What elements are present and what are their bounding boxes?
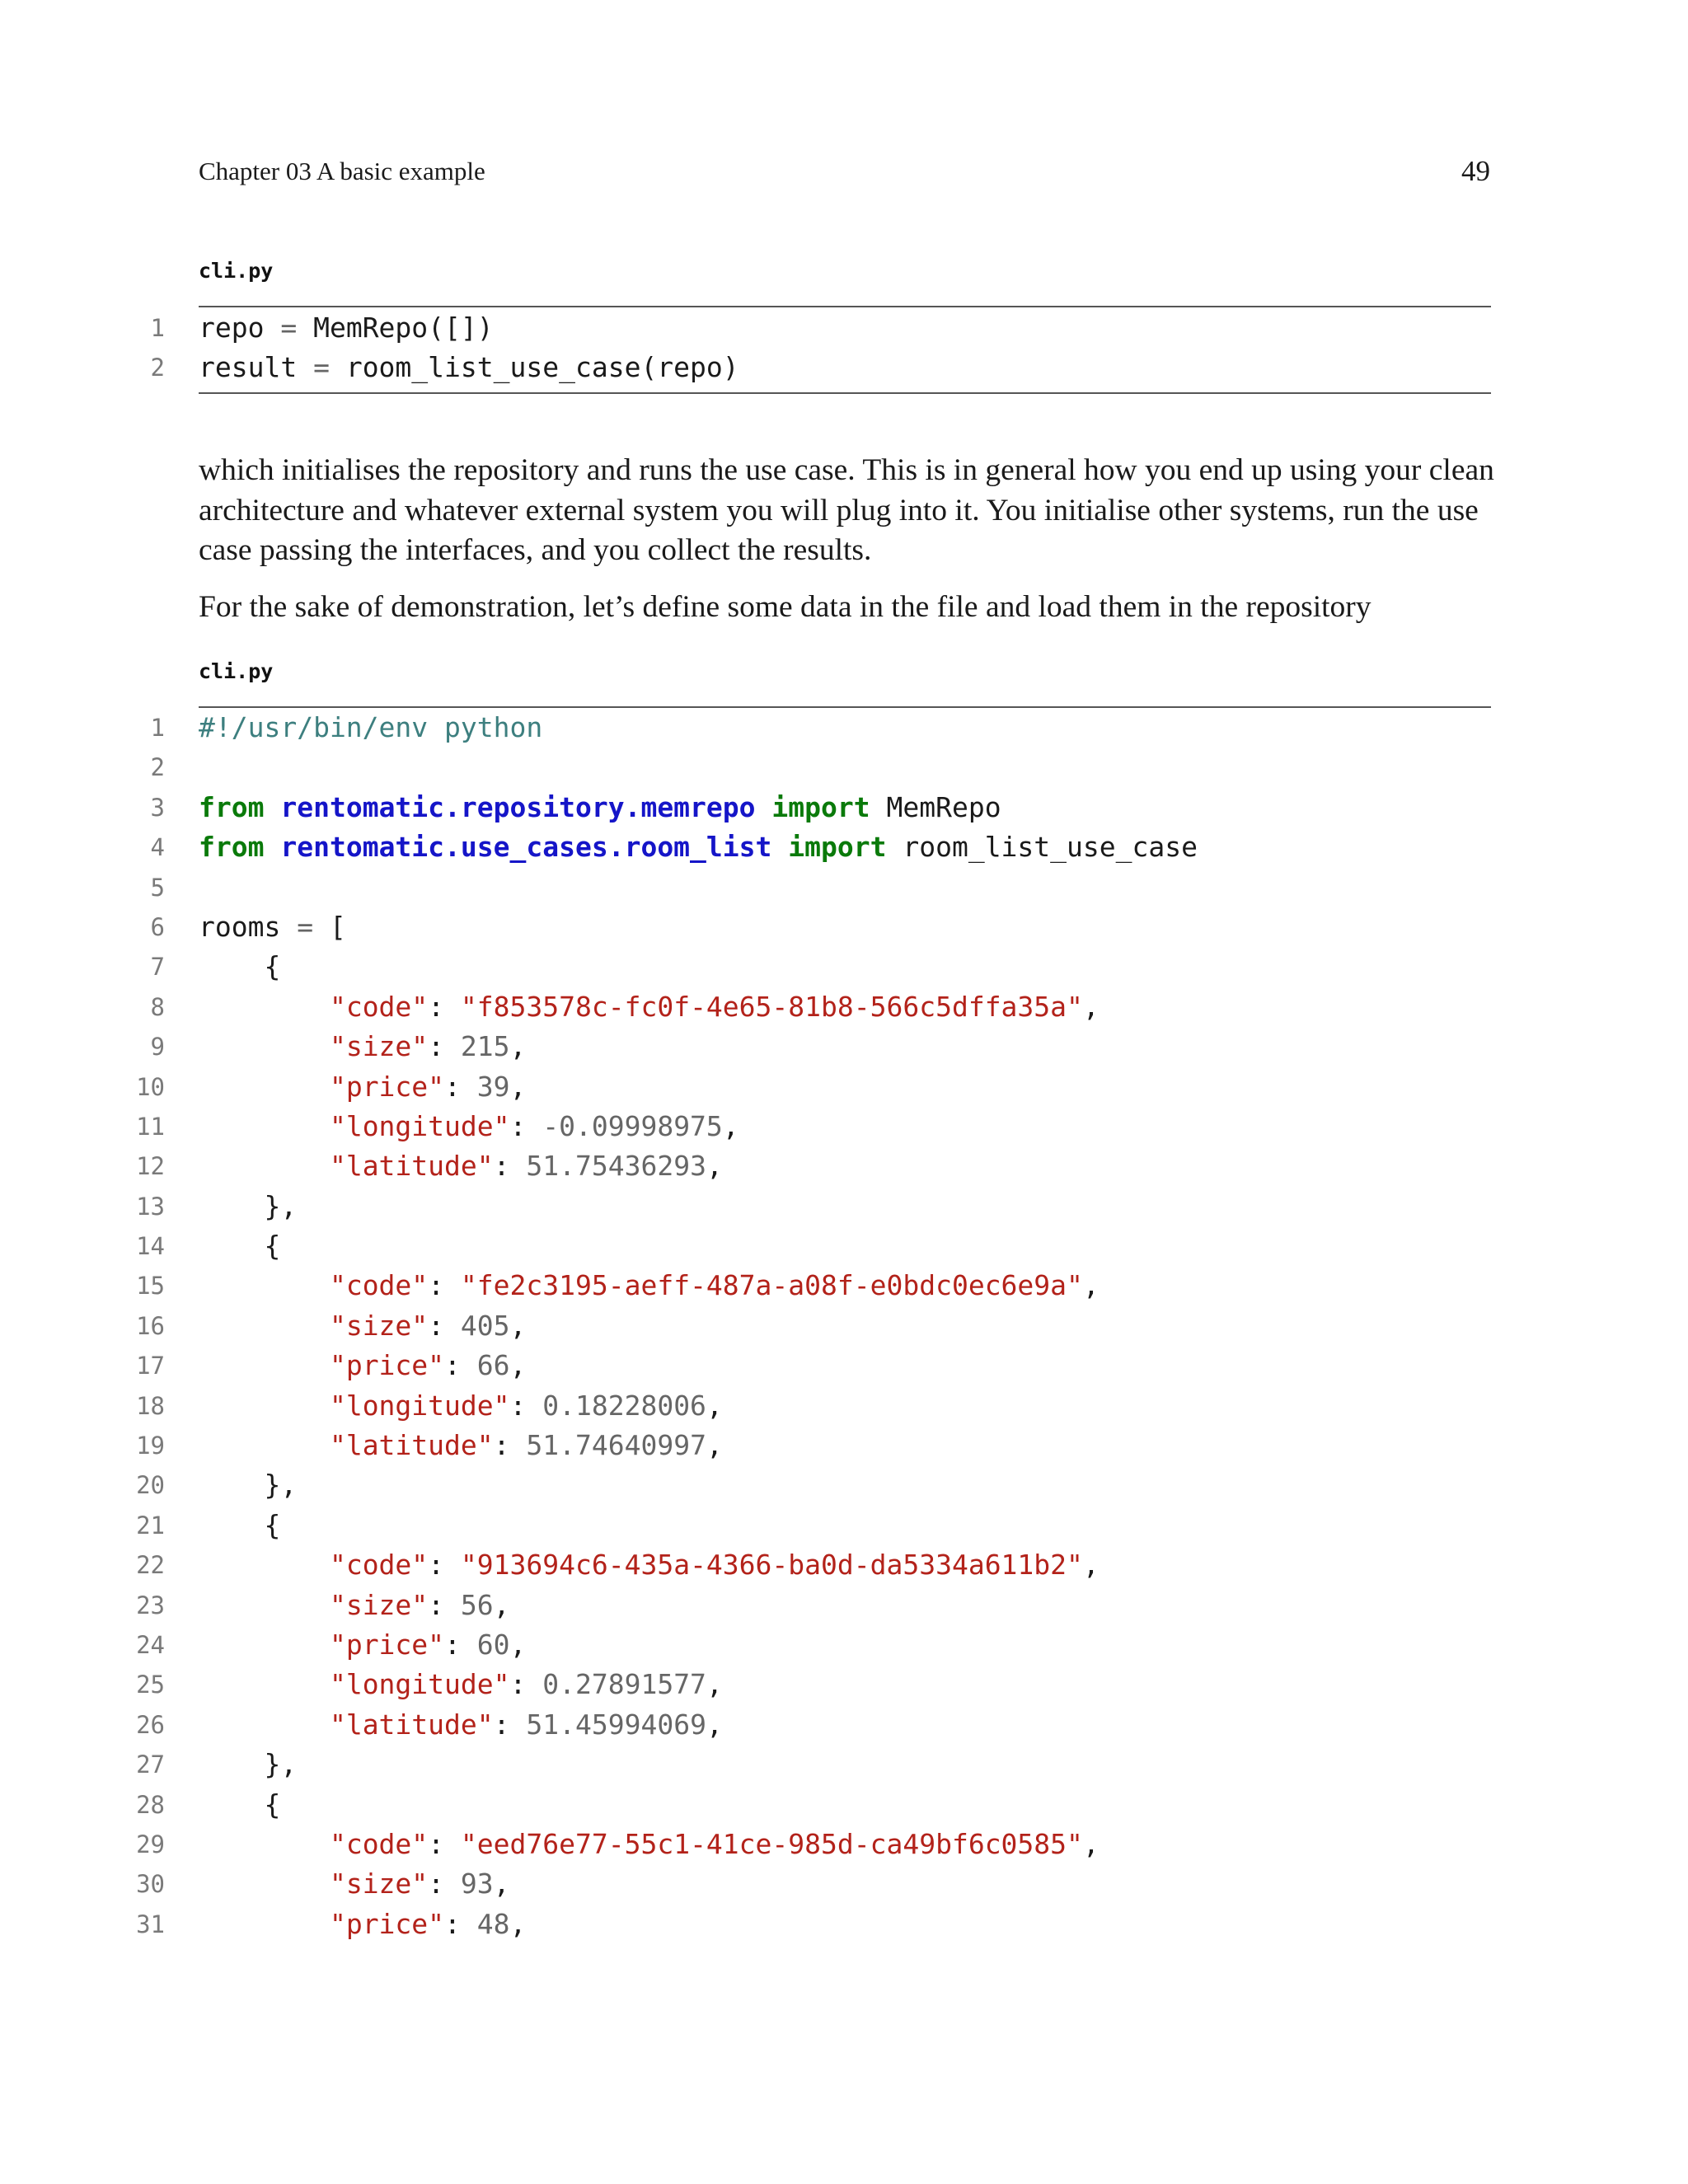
code-text [199,1586,510,1625]
code-line [0,1665,1492,1704]
code-token [199,1828,330,1860]
code-line [0,1386,1492,1426]
code-token [199,1269,330,1301]
code-token: , [1082,1549,1100,1582]
code-token: : [493,1708,527,1741]
code-token: { [199,1788,281,1821]
code-line [0,1187,1492,1226]
code-token: [ [313,910,346,943]
code-token [199,1150,330,1182]
code-line [0,1426,1492,1465]
line-number: 26 [136,1710,165,1739]
code-token [199,1629,330,1661]
code-token: : [444,1349,477,1382]
code-line [0,827,1492,867]
code-token: 93 [460,1868,494,1900]
code-token: import [788,831,887,864]
code-token: { [199,1230,281,1263]
paragraph-1: which initialises the repository and runs the use case. This is in general how you end up using your clean architecture and whatever external system you will plug into it. You initialise other systems, run the use case passing the interfaces, and you collect the results. [199,453,1494,567]
code-token: = [297,910,314,943]
code-text [199,1266,1100,1305]
code-token: 48 [476,1907,510,1940]
code-token: import [771,790,870,823]
code-text [199,987,1100,1027]
line-number: 2 [150,753,165,782]
code-token: 51.45994069 [526,1708,706,1741]
code-token: }, [199,1748,298,1781]
listing-1-bottom-rule [199,392,1491,394]
page-number: 49 [1461,155,1490,187]
code-token: 0.27891577 [542,1668,706,1701]
code-token: "code" [329,1827,429,1860]
code-line [0,907,1492,947]
line-number: 19 [136,1432,165,1460]
code-token: "code" [329,1269,429,1302]
code-line [0,1107,1492,1146]
line-number: 21 [136,1511,165,1540]
code-token: : [428,1588,461,1621]
code-token: "longitude" [329,1109,510,1142]
code-token: "913694c6-435a-4366-ba0d-da5334a611b2" [460,1549,1083,1582]
code-line [0,348,1492,387]
code-token: "f853578c-fc0f-4e65-81b8-566c5dffa35a" [460,990,1083,1023]
code-token: room_list_use_case [886,831,1198,864]
line-number: 20 [136,1471,165,1500]
code-token [199,1071,330,1103]
code-token: 215 [460,1030,510,1063]
code-token: "price" [329,1070,445,1103]
code-token: "latitude" [329,1150,494,1183]
code-token: : [509,1109,543,1142]
code-line [0,708,1492,748]
code-token: rooms [199,910,298,943]
code-token: : [444,1628,477,1661]
paragraph-2: For the sake of demonstration, let’s define some data in the file and load them in the repository [199,590,1372,624]
code-token: , [509,1628,527,1661]
code-token: 405 [460,1309,510,1342]
line-number: 10 [136,1072,165,1101]
code-token: , [706,1668,723,1701]
code-token: 0.18228006 [542,1389,706,1422]
listing-1-filename: cli.py [199,259,274,283]
line-number: 7 [150,953,165,982]
code-token [199,1310,330,1342]
code-token: : [428,1030,461,1063]
code-token: , [509,1030,527,1063]
code-line [0,1705,1492,1745]
code-token: , [1082,990,1100,1023]
line-number: 18 [136,1391,165,1420]
code-token: 51.74640997 [526,1429,706,1462]
code-text [199,947,280,987]
code-token: from [199,831,265,864]
code-line [0,308,1492,348]
code-token [771,831,788,863]
code-line [0,947,1492,987]
code-line [0,1625,1492,1665]
line-number: 16 [136,1311,165,1340]
code-token [199,1708,330,1741]
code-line [0,987,1492,1027]
code-token: }, [199,1189,298,1222]
code-token: , [509,1349,527,1382]
line-number: 23 [136,1591,165,1619]
code-token: from [199,790,265,823]
line-number: 17 [136,1352,165,1380]
line-number: 28 [136,1790,165,1819]
code-token: "latitude" [329,1708,494,1741]
line-number: 1 [150,714,165,742]
code-token: , [509,1070,527,1103]
code-token: , [509,1907,527,1940]
code-token: 66 [476,1349,510,1382]
line-number: 8 [150,992,165,1021]
code-text [199,1346,526,1385]
code-token: "fe2c3195-aeff-487a-a08f-e0bdc0ec6e9a" [460,1269,1083,1302]
code-token: 39 [476,1070,510,1103]
code-token: : [428,990,461,1023]
code-token: "price" [329,1907,445,1940]
code-token [199,1908,330,1940]
code-token: : [428,1269,461,1302]
code-token: "price" [329,1349,445,1382]
line-number: 30 [136,1870,165,1899]
code-line [0,788,1492,827]
code-token: "longitude" [329,1389,510,1422]
line-number: 3 [150,793,165,822]
code-token: , [493,1588,510,1621]
code-token: MemRepo [870,790,1001,823]
code-token [199,991,330,1023]
code-token: : [493,1150,527,1183]
code-text [199,1905,526,1944]
code-line [0,1465,1492,1505]
code-token: repo [199,312,281,344]
code-text [199,1465,297,1505]
code-token [264,791,280,823]
code-token: { [199,1508,281,1541]
code-token: 60 [476,1628,510,1661]
line-number: 25 [136,1671,165,1699]
code-line [0,1146,1492,1186]
code-token: , [706,1708,723,1741]
code-token [756,791,772,823]
code-token [199,1589,330,1621]
code-token: "size" [329,1588,429,1621]
code-token: "size" [329,1030,429,1063]
code-token: , [722,1109,739,1142]
code-line [0,1545,1492,1585]
code-token: : [428,1868,461,1900]
code-line [0,1864,1492,1904]
code-token: : [428,1309,461,1342]
code-text [199,1665,723,1704]
code-token: , [1082,1827,1100,1860]
code-line [0,1306,1492,1346]
code-token: "size" [329,1868,429,1900]
code-token: "code" [329,990,429,1023]
line-number: 13 [136,1192,165,1221]
code-token: , [706,1389,723,1422]
code-text [199,1745,297,1784]
code-token [199,1429,330,1461]
code-token [199,1390,330,1422]
code-token: , [1082,1269,1100,1302]
code-text [199,907,346,947]
listing-1-code [0,308,1492,388]
code-token [264,831,280,863]
code-token: 56 [460,1588,494,1621]
code-token: "price" [329,1628,445,1661]
code-text [199,1306,526,1346]
code-token: { [199,950,281,983]
code-token: 51.75436293 [526,1150,706,1183]
code-token: }, [199,1469,298,1502]
line-number: 22 [136,1551,165,1580]
code-token: = [313,351,330,384]
chapter-title: Chapter 03 A basic example [199,157,485,185]
code-token: #!/usr/bin/env python [199,711,543,743]
line-number: 5 [150,873,165,902]
code-token [199,1549,330,1581]
code-text [199,1146,723,1186]
code-text [199,1187,297,1226]
code-text [199,1067,526,1107]
code-token: = [280,312,298,344]
code-line [0,1346,1492,1385]
code-token: "latitude" [329,1429,494,1462]
code-token: , [706,1150,723,1183]
line-number: 11 [136,1112,165,1141]
code-token: : [509,1389,543,1422]
line-number: 14 [136,1232,165,1261]
code-line [0,1825,1492,1864]
code-line [0,1506,1492,1545]
code-line [0,1226,1492,1266]
line-number: 9 [150,1033,165,1062]
line-number: 2 [150,354,165,382]
code-token: "code" [329,1549,429,1582]
code-text [199,788,1001,827]
code-token: , [706,1429,723,1462]
line-number: 27 [136,1750,165,1779]
code-token: -0.09998975 [542,1109,723,1142]
code-token: : [428,1549,461,1582]
line-number: 4 [150,833,165,862]
listing-2-code [0,708,1492,1944]
line-number: 1 [150,314,165,342]
code-line [0,1586,1492,1625]
code-line [0,1905,1492,1944]
code-token: , [509,1309,527,1342]
code-text [199,1705,723,1745]
code-text [199,1107,739,1146]
code-text [199,708,542,748]
code-line [0,868,1492,907]
code-token: "eed76e77-55c1-41ce-985d-ca49bf6c0585" [460,1827,1083,1860]
line-number: 15 [136,1272,165,1301]
code-token [199,1030,330,1062]
code-text [199,1825,1100,1864]
code-token: : [509,1668,543,1701]
code-text [199,1625,526,1665]
code-token [199,1110,330,1142]
code-line [0,1027,1492,1066]
code-text [199,1386,723,1426]
code-text [199,1426,723,1465]
line-number: 31 [136,1910,165,1938]
line-number: 12 [136,1152,165,1181]
code-text [199,827,1198,867]
code-line [0,748,1492,787]
code-text [199,1864,510,1904]
code-token [199,1349,330,1381]
code-token: "size" [329,1309,429,1342]
code-token: "longitude" [329,1668,510,1701]
code-line [0,1785,1492,1825]
listing-1-top-rule [199,306,1491,307]
code-text [199,348,739,387]
code-line [0,1266,1492,1305]
code-text [199,1027,526,1066]
code-token: result [199,351,314,384]
code-text [199,1785,280,1825]
code-token: MemRepo([]) [297,312,494,344]
code-token: room_list_use_case(repo) [329,351,739,384]
code-token: : [444,1070,477,1103]
code-line [0,1067,1492,1107]
listing-2-filename: cli.py [199,659,274,683]
line-number: 29 [136,1830,165,1858]
code-token: : [493,1429,527,1462]
code-text [199,1506,280,1545]
code-token: rentomatic.repository.memrepo [280,790,756,823]
code-text [199,308,494,348]
code-token: rentomatic.use_cases.room_list [280,831,772,864]
line-number: 24 [136,1630,165,1659]
code-text [199,1226,280,1266]
code-token [199,1668,330,1700]
code-line [0,1745,1492,1784]
code-token: , [493,1868,510,1900]
code-token: : [444,1907,477,1940]
code-token: : [428,1827,461,1860]
code-text [199,1545,1100,1585]
line-number: 6 [150,912,165,941]
code-token [199,1868,330,1900]
